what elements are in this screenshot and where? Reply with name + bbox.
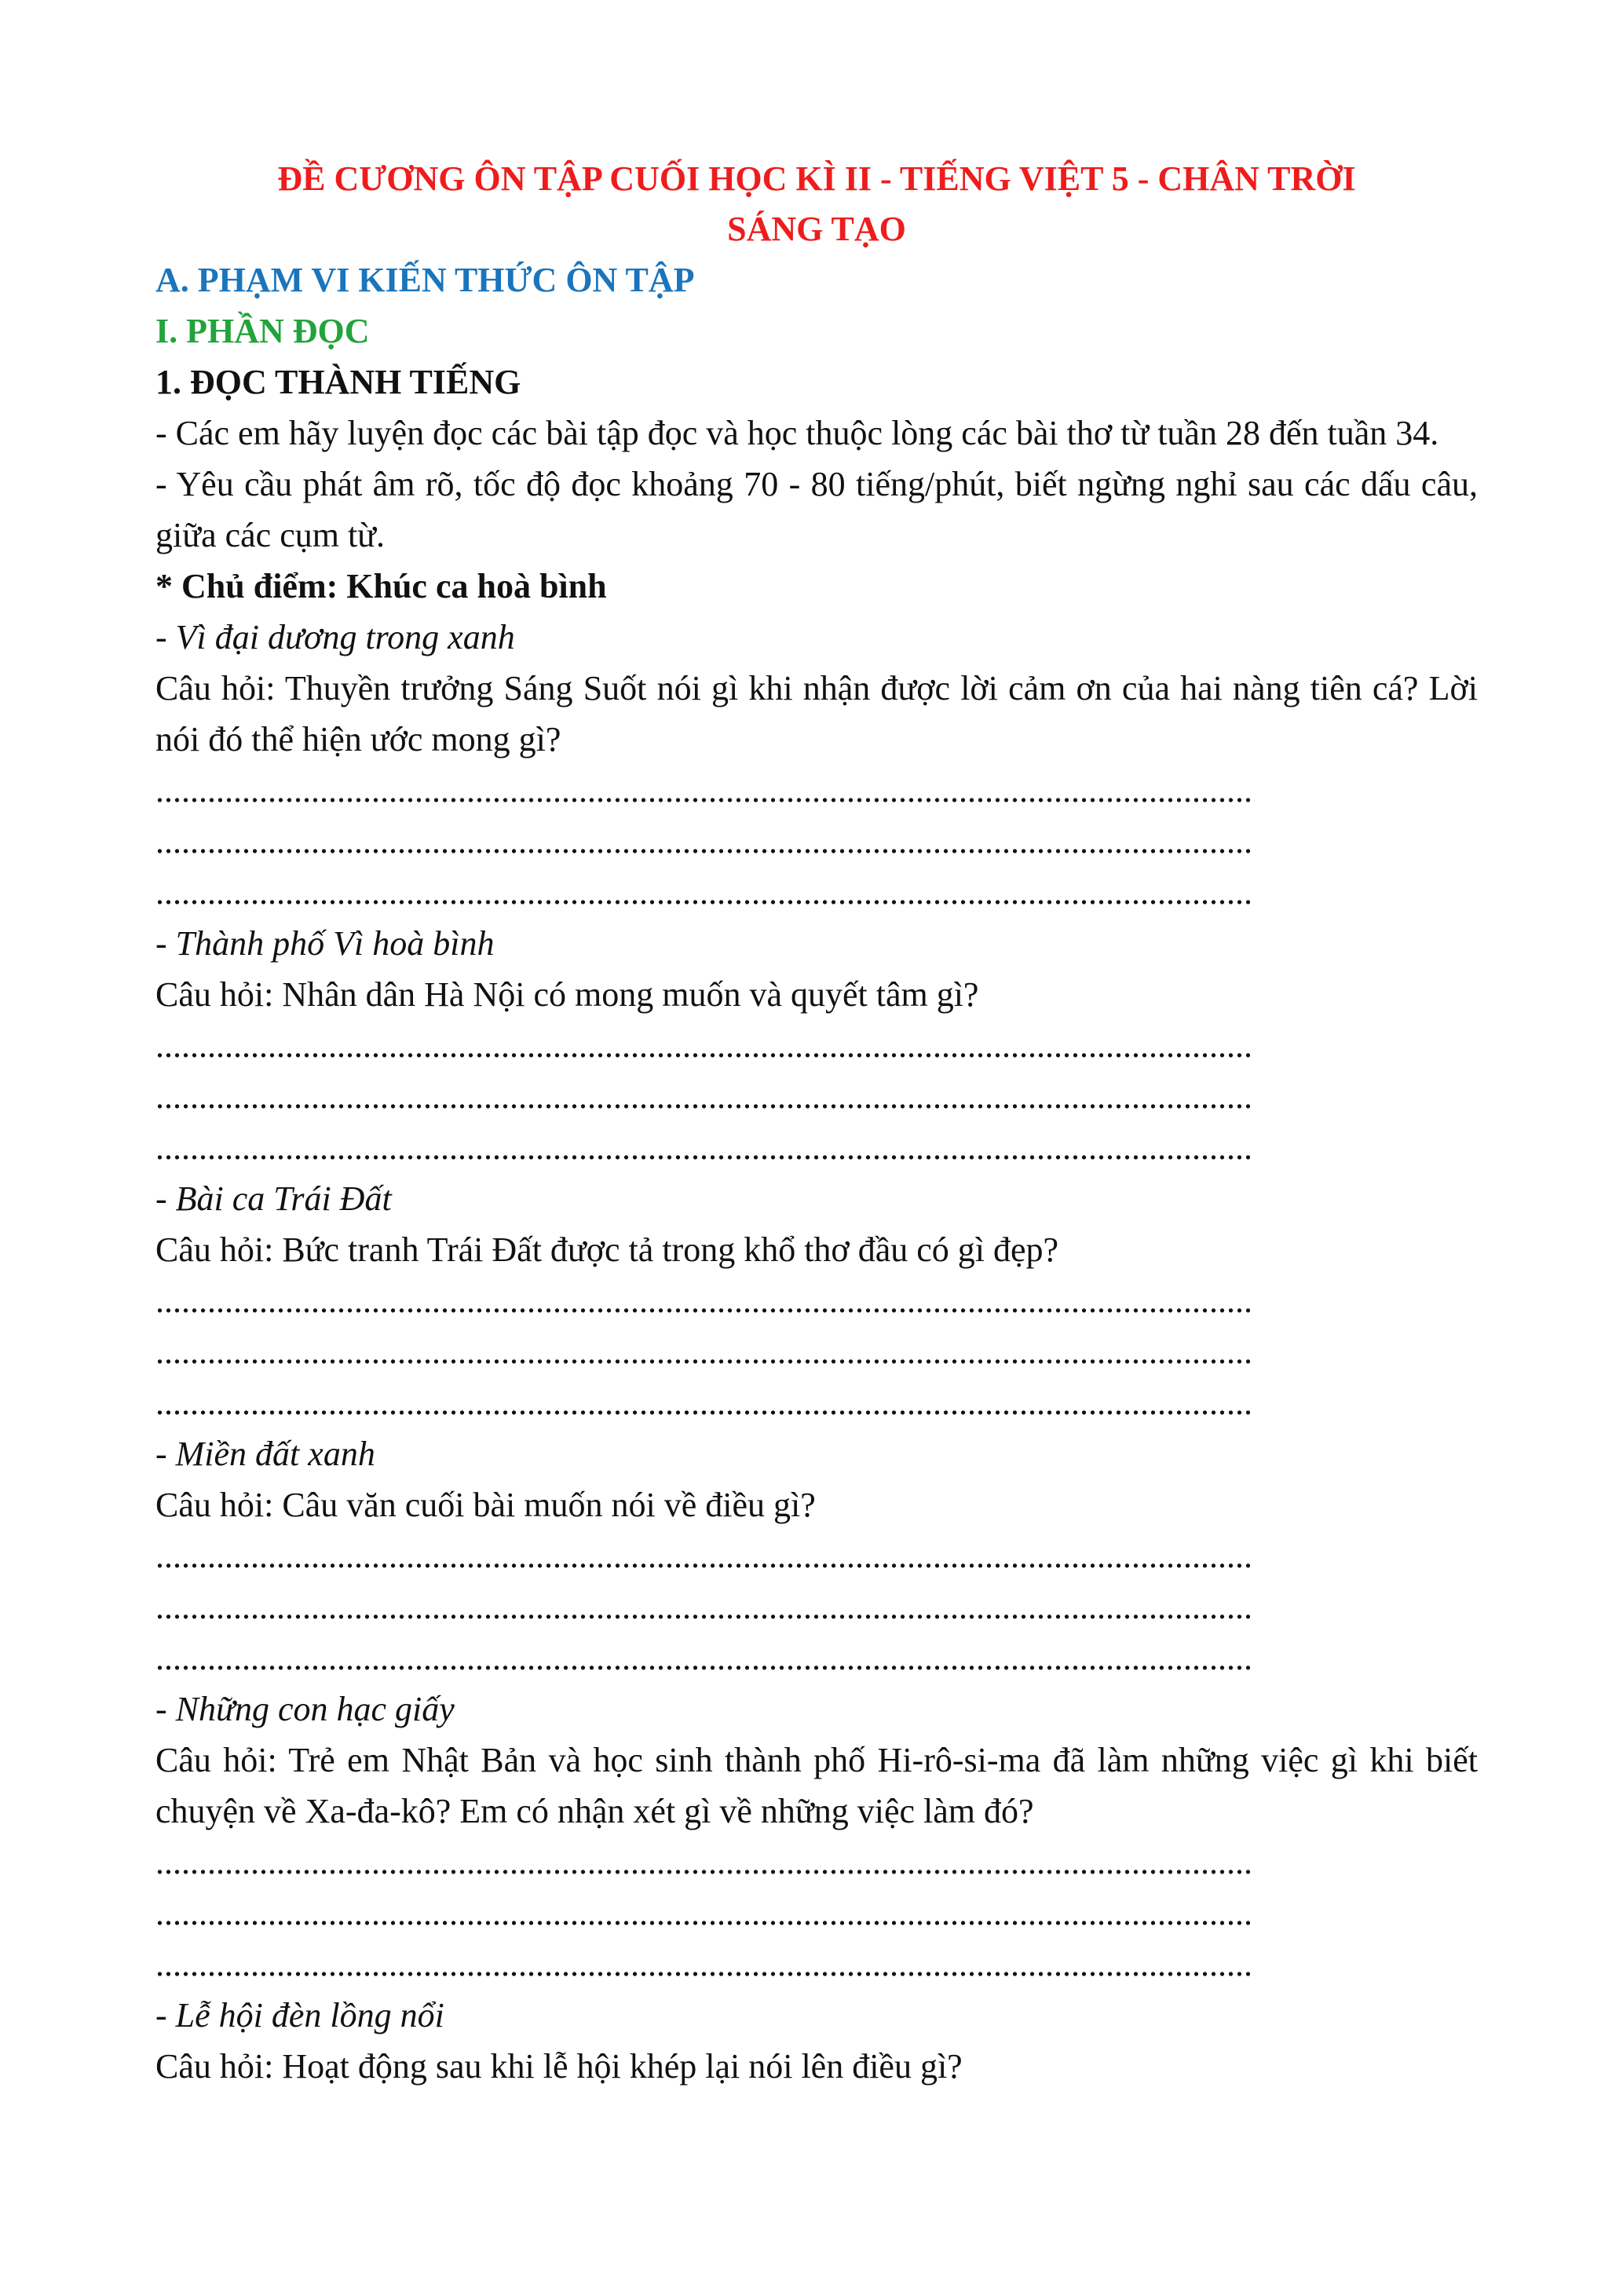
lesson-question: Câu hỏi: Bức tranh Trái Đất được tả trong khổ thơ đầu có gì đẹp?	[155, 1230, 1059, 1269]
answer-line: ...............................................................................................................................	[155, 1843, 1252, 1881]
lesson-question: Câu hỏi: Nhân dân Hà Nội có mong muốn và quyết tâm gì?	[155, 975, 979, 1014]
lesson-title: - Lễ hội đèn lồng nổi	[155, 1996, 444, 2035]
answer-line: ...............................................................................................................................	[155, 1537, 1252, 1575]
answer-line: ...............................................................................................................................	[155, 1384, 1252, 1422]
document-title	[155, 154, 1478, 254]
section-heading-a: A. PHẠM VI KIẾN THỨC ÔN TẬP	[155, 261, 695, 299]
answer-line: ...............................................................................................................................	[155, 1945, 1252, 1983]
subsection-heading-reading-aloud: 1. ĐỌC THÀNH TIẾNG	[155, 363, 521, 401]
lesson-title: - Những con hạc giấy	[155, 1690, 455, 1728]
lesson-title: - Vì đại dương trong xanh	[155, 618, 515, 656]
document-page	[155, 154, 1478, 2092]
answer-line: ...............................................................................................................................	[155, 1281, 1252, 1320]
topic-heading: * Chủ điểm: Khúc ca hoà bình	[155, 567, 607, 605]
lesson-question: Câu hỏi: Trẻ em Nhật Bản và học sinh thành phố Hi-rô-si-ma đã làm những việc gì khi biết chuyện về Xa-đa-kô? Em có nhận xét gì về những việc làm đó?	[155, 1741, 1478, 1830]
lesson-title: - Thành phố Vì hoà bình	[155, 924, 495, 963]
answer-line: ...............................................................................................................................	[155, 1894, 1252, 1932]
answer-line: ...............................................................................................................................	[155, 822, 1252, 861]
title-line-2: SÁNG TẠO	[727, 210, 906, 248]
answer-line: ...............................................................................................................................	[155, 771, 1252, 810]
answer-line: ...............................................................................................................................	[155, 1077, 1252, 1116]
lesson-title: - Miền đất xanh	[155, 1435, 375, 1473]
answer-line: ...............................................................................................................................	[155, 873, 1252, 912]
answer-line: ...............................................................................................................................	[155, 1026, 1252, 1065]
instruction-2: - Yêu cầu phát âm rõ, tốc độ đọc khoảng 70 - 80 tiếng/phút, biết ngừng nghỉ sau các dấu câu, giữa các cụm từ.	[155, 465, 1478, 554]
lesson-question: Câu hỏi: Thuyền trưởng Sáng Suốt nói gì khi nhận được lời cảm ơn của hai nàng tiên cá? Lời nói đó thể hiện ước mong gì?	[155, 669, 1478, 759]
lesson-question: Câu hỏi: Câu văn cuối bài muốn nói về điều gì?	[155, 1486, 816, 1524]
lesson-question: Câu hỏi: Hoạt động sau khi lễ hội khép lại nói lên điều gì?	[155, 2047, 963, 2086]
part-heading-reading: I. PHẦN ĐỌC	[155, 312, 370, 350]
answer-line: ...............................................................................................................................	[155, 1333, 1252, 1371]
answer-line: ...............................................................................................................................	[155, 1639, 1252, 1677]
answer-line: ...............................................................................................................................	[155, 1588, 1252, 1626]
answer-line: ...............................................................................................................................	[155, 1128, 1252, 1167]
title-line-1: ĐỀ CƯƠNG ÔN TẬP CUỐI HỌC KÌ II - TIẾNG VIỆT 5 - CHÂN TRỜI	[277, 159, 1356, 198]
lesson-title: - Bài ca Trái Đất	[155, 1179, 392, 1218]
instruction-1: - Các em hãy luyện đọc các bài tập đọc và học thuộc lòng các bài thơ từ tuần 28 đến tuần 34.	[155, 414, 1439, 452]
